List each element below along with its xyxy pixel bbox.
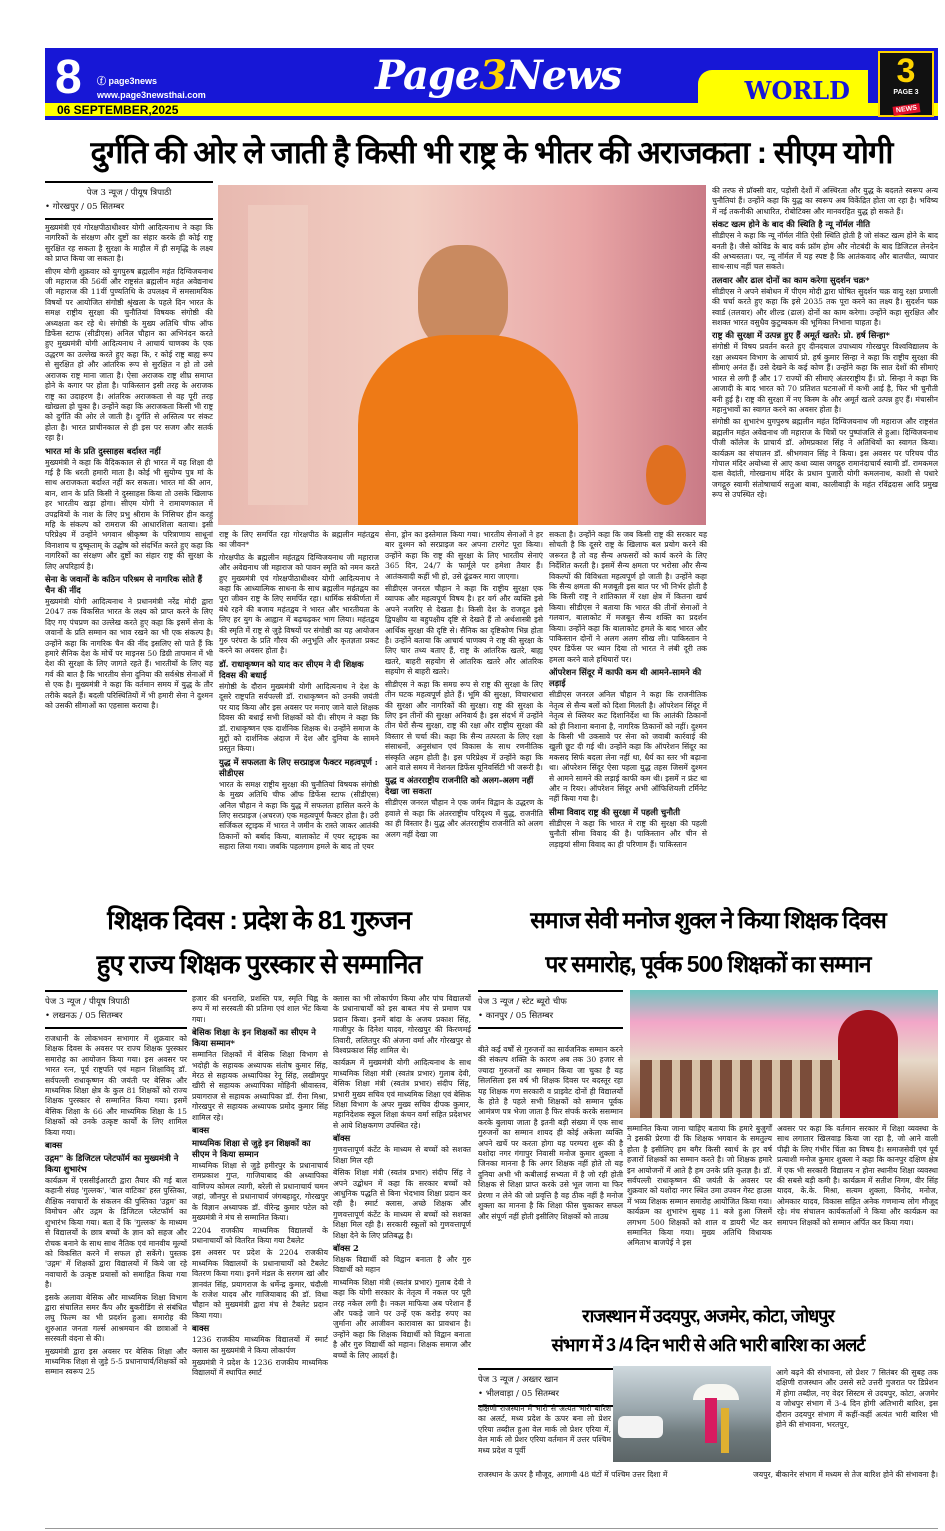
subheading: बाक्स [192, 1125, 210, 1136]
paragraph: इसके अलावा बेसिक और माध्यमिक शिक्षा विभाग द्वारा संचालित समर कैंप और बुकरीडिंग से संबंधित लघु फिल्म का भी प्रदर्शन हुआ। समारोह की शुरुआत जनता गर्ल्स आश्रमयान की छात्राओं ने सरस्वती वंदना से की। [45, 1292, 187, 1344]
bullet-icon: • [45, 202, 53, 212]
paragraph: माध्यमिक शिक्षा से जुड़े हमीरपुर के प्रधानाचार्य रामप्रकाश गुप्त, गाजियाबाद की अध्यापिका वाणिज्य कोमल त्यागी, बरेली से प्रधानाचार्य चमन जहां, जौनपुर से प्रधानाचार्य जंगबहादुर, गोरखपुर के विज्ञान अध्यापक डॉ. वीरेन्द्र कुमार पटेल को मुख्यमंत्री ने मंच से सम्मानित किया। [192, 1161, 328, 1223]
paragraph: राजधानी के लोकभवन सभागार में शुक्रवार को शिक्षक दिवस के अवसर पर राज्य शिक्षक पुरस्कार समारोह का आयोजन किया गया। इस अवसर पर भारत रत्न, पूर्व राष्ट्रपति एवं महान शिक्षाविद् डॉ. सर्वपल्ली राधाकृष्णन की जयंती पर बेसिक और माध्यमिक शिक्षा क्षेत्र के कुल 81 शिक्षकों को राज्य शिक्षक पुरस्कार से सम्मानित किया गया। इसमें बेसिक शिक्षा के 66 और माध्यमिक शिक्षा के 15 शिक्षकों को उनके उत्कृष्ट कार्यों के लिए शामिल किया गया। [45, 1034, 187, 1137]
paragraph: मुख्यमंत्री एवं गोरक्षपीठाधीश्वर योगी आदित्यनाथ ने कहा कि नागरिकों के संरक्षण और दुष्टों का संहार करके ही कोई राष्ट्र सुरक्षित रह सकता है सुरक्षा के माहौल में ही समृद्धि के लक्ष्य को प्राप्त किया जा सकता है। [45, 223, 213, 264]
byline: पेज 3 न्यूज / पीयूष त्रिपाठी [45, 997, 130, 1007]
story2-byline [45, 990, 187, 1029]
facebook-handle[interactable]: page3news [108, 76, 158, 86]
dateline: भीलवाड़ा / 05 सितम्बर [485, 1389, 560, 1399]
story2-headline: शिक्षक दिवस : प्रदेश के 81 गुरुजन हुए राज्य शिक्षक पुरस्कार से सम्मानित [96, 905, 422, 979]
story3-column-1 [478, 1045, 623, 1224]
story1-column-b [385, 530, 543, 842]
story2-column-2 [192, 994, 328, 1381]
paragraph: क्लास का भी लोकार्पण किया और पांच विद्यालयों के प्रधानाचार्यों को इस बाबत मंच से प्रमाण पत्र प्रदान किया। इनमें बांदा के अजय प्रकाश सिंह, गाजीपुर के दिनेश यादव, गोरखपुर की किरणमई तिवारी, ललितपुर की अंजना वर्मा और गोरखपुर से विश्वप्रकाश सिंह शामिल थे। [333, 994, 471, 1056]
story1-column-c [549, 530, 707, 852]
masthead [45, 48, 938, 120]
paragraph: मुख्यमंत्री ने कहा कि वैदिककाल से ही भारत में यह शिक्षा दी गई है कि धरती हमारी माता है। कोई भी सुयोग्य पुत्र मां के साथ अराजकता बर्दाश्त नहीं कर सकता। भारत मां की आन, बान, शान के प्रति किसी ने दुस्साहस किया तो उसके खिलाफ हर भारतीय खड़ा होगा। सीएम योगी ने रामायणकाल में उपद्रवियों के नाश के लिए प्रभु श्रीराम के निसिचर हीन करहुं महि के संकल्प को रामराज की आधारशिला बताया। इसी परिप्रेक्ष्य में उन्होंने भगवान श्रीकृष्ण के परित्राणाय साधूनां विनाशाय च दुष्कृताम् के उद्घोष को संदर्भित करते हुए कहा कि नागरिकों का संरक्षण और दुष्टों का संहार राष्ट्र की सुरक्षा के लिए अपरिहार्य है। [45, 457, 213, 571]
paragraph: संगोष्ठी का शुभारंभ युगपुरुष ब्रह्मलीन महंत दिग्विजयनाथ जी महाराज और राष्ट्रसंत ब्रह्मलीन महंत अवेद्यनाथ जी महाराज के चित्रों पर पुष्पांजलि से हुआ। दिग्विजयनाथ पीजी कॉलेज के प्राचार्य डॉ. ओमप्रकाश सिंह ने अतिथियों का स्वागत किया। कार्यक्रम का संचालन डॉ. श्रीभगवान सिंह ने किया। इस अवसर पर परिचय पीठ गोपाल मंदिर अयोध्या से आए कथा व्यास जगद्गुरु रामानंदाचार्य स्वामी डॉ. रामकमल दास वेदांती, गोरखनाथ मंदिर के प्रधान पुजारी योगी कमलनाथ, काशी से पधारे जगद्गुरु स्वामी संतोषाचार्य सतुआ बाबा, कालीबाड़ी के महंत रविंद्रदास आदि प्रमुख रूप से उपस्थित रहे। [712, 417, 938, 500]
subheading: सीमा विवाद राष्ट्र की सुरक्षा में पहली चुनौती [549, 806, 681, 817]
paragraph: संगोष्ठी में विषय प्रवर्तन करते हुए दीनदयाल उपाध्याय गोरखपुर विश्वविद्यालय के रक्षा अध्ययन विभाग के आचार्य प्रो. हर्ष कुमार सिन्हा ने कहा कि राष्ट्रीय सुरक्षा की सीमाएं अनंत हैं। उसे देखने के कई कोण हैं। उन्होंने कहा कि सात देशों की सीमाएं भारत से लगी हैं और 17 राज्यों की सीमाएं अंतरराष्ट्रीय हैं। प्रो. सिन्हा ने कहा कि आजादी के बाद भारत को 70 प्रतिशत घटनाओं में कभी आई है, फिर भी चुनौती बनी हुई है। राष्ट्र की सुरक्षा में नए किस्म के और अमूर्त खतरे उत्पन्न हुए हैं। मंचासीन महानुभावों का स्वागत करने का अवसर होता है। [712, 342, 938, 414]
paragraph: सम्मानित शिक्षकों में बेसिक शिक्षा विभाग से भदोही के सहायक अध्यापक संतोष कुमार सिंह, मेरठ से सहायक अध्यापिका रेनू सिंह, लखीमपुर खीरी से सहायक अध्यापिका मोहिनी श्रीवास्तव, प्रयागराज से सहायक अध्यापिका डॉ. रीना मिश्रा, गोरखपुर से सहायक अध्यापक प्रमोद कुमार सिंह शामिल रहे। [192, 1050, 328, 1122]
paragraph: हजार की धनराशि, प्रशस्ति पत्र, स्मृति चिह्न के रूप में मां सरस्वती की प्रतिमा एवं शाल भेंट किया गया। [192, 994, 328, 1024]
page3-badge-logo: 3 PAGE 3 NEWS [878, 51, 934, 117]
bullet-icon: • [478, 1389, 486, 1399]
paragraph: अवसर पर कहा कि वर्तमान सरकार में शिक्षा व्यवस्था के साथ लगातार खिलवाड़ किया जा रहा है, जो आने वाली पीढ़ी के लिए गंभीर चिंता का विषय है। समाजसेवी एवं पूर्व प्रत्याशी मनोज कुमार शुक्ला ने कहा कि कानपुर दक्षिण क्षेत्र में एक भी सरकारी विद्यालय न होना स्थानीय शिक्षा व्यवस्था की सबसे बड़ी कमी है। कार्यक्रम में सतीश निगम, वीर सिंह यादव, के.के. मिश्रा, सत्यम शुक्ला, विनोद, मनोज, ओमकार यादव, विकास सहित अनेक गणमान्य लोग मौजूद रहे। मंच संचालन कार्यकर्ताओं ने किया और कार्यक्रम का समापन शिक्षकों को सम्मान अर्पित कर किया गया। [777, 1124, 938, 1227]
paragraph: भारत के समक्ष राष्ट्रीय सुरक्षा की चुनौतियां विषयक संगोष्ठी के मुख्य अतिथि चीफ ऑफ डिफेंस स्टाफ (सीडीएस) अनिल चौहान ने कहा कि युद्ध में सफलता हासिल करने के लिए सरप्राइज (अचरज) एक महत्वपूर्ण फैक्टर होता है। उरी सर्जिकल स्ट्राइक में भारत ने जमीन के रास्ते जाकर आतंकी ठिकानों को बर्बाद किया, बालाकोट में एयर स्ट्राइक का सहारा लिया गया। जबकि पहलगाम हमले के बाद तो एयर [219, 779, 379, 852]
dateline: गोरखपुर / 05 सितम्बर [52, 202, 125, 212]
story3-byline [478, 990, 623, 1029]
newspaper-logo: Page3News [375, 52, 622, 99]
bullet-icon: • [478, 1011, 486, 1021]
cm-yogi-photo [218, 185, 706, 525]
story1-column-left [45, 223, 213, 713]
page-bottom-rule [45, 1528, 938, 1529]
story2-column-3 [333, 994, 471, 1363]
subheading: बॉक्स [333, 1133, 351, 1144]
byline: पेज 3 न्यूज / स्टेट ब्यूरो चीफ [478, 997, 567, 1007]
paragraph: माध्यमिक शिक्षा मंत्री (स्वतंत्र प्रभार) गुलाब देवी ने कहा कि योगी सरकार के नेतृत्व में नकल पर पूरी तरह नकेल लगी है। नकल माफिया अब परेशान हैं और पकड़े जाने पर उन्हें एक करोड़ रुपए का जुर्माना और आजीवन कारावास का प्रावधान है। उन्होंने कहा कि शिक्षक विद्यार्थी को विद्वान बनाता है और गुरु विद्यार्थी को महान। शिक्षक समाज और बच्चों के लिए आदर्श है। [333, 1277, 471, 1360]
paragraph: शिक्षक विद्यार्थी को विद्वान बनाता है और गुरु विद्यार्थी को महान [333, 1254, 471, 1275]
dateline: कानपुर / 05 सितम्बर [485, 1011, 554, 1021]
byline: पेज 3 न्यूज / पीयूष त्रिपाठी [86, 188, 172, 198]
story1-column-right [712, 186, 938, 503]
paragraph: 1236 राजकीय माध्यमिक विद्यालयों में स्मार्ट क्लास का मुख्यमंत्री ने किया लोकार्पण [192, 1335, 328, 1355]
facebook-icon: ⓕ [97, 76, 109, 86]
paragraph: की तरफ से प्रॉक्सी वार, पड़ोसी देशों में अस्थिरता और युद्ध के बदलते स्वरूप अन्य चुनौतियां हैं। उन्होंने कहा कि युद्ध का स्वरूप अब विकेंद्रित होता जा रहा है। भविष्य में नई तकनीकी आधारित, रोबोटिक्स और मानवरहित युद्ध हो सकते हैं। [712, 186, 938, 216]
paragraph: सम्मानित किया जाना चाहिए बताया कि हमारे बुजुर्गों ने इसकी प्रेरणा दी कि शिक्षक भगवान के समतुल्य होता है इसीलिए हम बगैर किसी स्वार्थ के हर वर्ष हजारों शिक्षकों का सम्मान करते है। जो शिक्षक हमारे इन आयोजनों में आते है हम उनके प्रति कृतज्ञ है। डॉ. सर्वपल्ली राधाकृष्णन की जयंती के अवसर पर शुक्रवार को यशोदा नगर स्थित उमा उपवन गेस्ट हाउस में भव्य शिक्षक सम्मान समारोह आयोजित किया गया। कार्यक्रम का शुभारंभ सुबह 11 बजे हुआ जिसमें लगभग 500 शिक्षकों को शाल व डायरी भेंट कर सम्मानित किया गया। मुख्य अतिथि विधायक अमिताभ बाजपेई ने इस [627, 1124, 772, 1248]
teachers-event-photo [630, 990, 938, 1118]
paragraph: मुख्यमंत्री द्वारा इस अवसर पर बेसिक शिक्षा और माध्यमिक शिक्षा से जुड़े 5-5 प्रधानाचार्य/शिक्षकों को सम्मान स्वरूप 25 [45, 1346, 187, 1377]
byline: पेज 3 न्यूज / अख्तर खान [478, 1375, 559, 1385]
paragraph: सीडीएस ने कहा कि भारत मे राष्ट्र की सुरक्षा की पहली चुनौती सीमा विवाद की है। पाकिस्तान और चीन से लड़ाइयां सीमा विवाद का ही परिणाम हैं। पाकिस्तान [549, 818, 707, 849]
story3-column-2 [627, 1124, 772, 1251]
paragraph: सीडीएस ने कहा कि समग्र रूप से राष्ट्र की सुरक्षा के लिए तीन घटक महत्वपूर्ण होते हैं। भूमि की सुरक्षा, विचारधारा की सुरक्षा और नागरिकों की सुरक्षा। राष्ट्र की सुरक्षा के लिए इन तीनों की सुरक्षा अनिवार्य है। इस संदर्भ में उन्होंने तीन घेरों सैन्य सुरक्षा, राष्ट्र की रक्षा और राष्ट्रीय सुरक्षा की विस्तार से चर्चा की। कहा कि सैन्य तत्परता के लिए रक्षा संसाधनों, अनुसंधान एवं विकास के साथ रणनीतिक संस्कृति अहम होती है। इस परिप्रेक्ष्य में उन्होंने कहा कि आने वाले समय में नेशनल डिफेंस यूनिवर्सिटी भी जरूरी है। [385, 679, 543, 772]
story4-bottom-left: राजस्थान के ऊपर है मौजूद, आगामी 48 घंटों में पश्चिम उत्तर दिशा में [478, 1470, 668, 1479]
social-links [97, 74, 206, 102]
paragraph: संगोष्ठी के दौरान मुख्यमंत्री योगी आदित्यनाथ ने देश के दूसरे राष्ट्रपति सर्वपल्ली डॉ. राधाकृष्णन को उनकी जयंती पर याद किया और इस अवसर पर मनाए जाने वाले शिक्षक दिवस की बधाई सभी शिक्षकों को दी। सीएम ने कहा कि डॉ. राधाकृष्णन एक दार्शनिक शिक्षक थे। उन्होंने समाज के मुद्दों को दार्शनिक अंदाज में देश और दुनिया के सामने प्रस्तुत किया। [219, 681, 379, 754]
paragraph: मुख्यमंत्री योगी आदित्यनाथ ने प्रधानमंत्री नरेंद्र मोदी द्वारा 2047 तक विकसित भारत के लक्ष्य को प्राप्त करने के लिए दिए गए पंचप्रण का उल्लेख करते हुए कहा कि इसमें सेना के जवानों के प्रति सम्मान का भाव रखने का भी एक संकल्प है। उन्होंने कहा कि नागरिक चैन की नींद इसलिए सो पाते हैं कि हमारे सैनिक देश के मोर्चे पर माइनस 50 डिग्री तापमान में भी देश की सुरक्षा के लिए जागते रहते हैं। भारतीयों के लिए यह गर्व की बात है कि भारतीय सेना दुनिया की सर्वश्रेष्ठ सेनाओं में से एक है। मुख्यमंत्री ने कहा कि वर्तमान समय में युद्ध के तौर तरीके बदले हैं। बदली परिस्थितियों में भी हमारी सेना ने दुश्मन को उसकी सीमाओं का एहसास कराया है। [45, 597, 213, 711]
story1-byline [45, 181, 213, 220]
story1-column-a [219, 530, 379, 855]
subheading: सेना के जवानों के कठिन परिश्रम से नागरिक सोते हैं चैन की नींद [45, 574, 203, 595]
page-number: 8 [55, 51, 82, 104]
story4-left-text: दक्षिणी राजस्थान में भारी से अत्यंत भारी बारिश का अलर्ट, मध्य प्रदेश के ऊपर बना लो प्रेशर एरिया तब्दील हुआ वेल मार्क लो प्रेशर एरिया में, वेल मार्क लो प्रेशर एरिया वर्तमान में उत्तर पश्चिम मध्य प्रदेश व पूर्वी [478, 1404, 611, 1455]
paragraph: 2204 राजकीय माध्यमिक विद्यालयों के प्रधानाचार्यों को वितरित किया गया टैबलेट [192, 1225, 328, 1245]
paragraph: गोरक्षपीठ के ब्रह्मलीन महंतद्वय दिग्विजयनाथ जी महाराज और अवेद्यनाथ जी महाराज को पावन स्मृति को नमन करते हुए मुख्यमंत्री एवं गोरक्षपीठाधीश्वर योगी आदित्यनाथ ने कहा कि आध्यात्मिक साधना के साथ ब्रह्मलीन महंतद्वय का पूरा जीवन राष्ट्र के लिए समर्पित रहा। धार्मिक संकीर्णता में बंधे रहने की बजाय महंतद्वय ने भारत और भारतीयता के लिए हर युग के आह्वान में बढ़चढ़कर भाग लिया। महंतद्वय की स्मृति में राष्ट्र से जुड़े विषयों पर संगोष्ठी का यह आयोजन गुरु परंपरा के प्रति गौरव की अनुभूति और कृतज्ञता प्रकट करने का अवसर होता है। [219, 552, 379, 656]
paragraph: मुख्यमंत्री ने प्रदेश के 1236 राजकीय माध्यमिक विद्यालयों में स्थापित स्मार्ट [192, 1357, 328, 1378]
paragraph: सीडीएस जनरल चौहान ने एक जर्मन विद्वान के उद्धरण के हवाले से कहा कि अंतरराष्ट्रीय परिदृश्य में युद्ध, राजनीति का ही विस्तार है। युद्ध और अंतरराष्ट्रीय राजनीति को अलग अलग नहीं देखा जा [385, 798, 543, 839]
subheading: संकट खत्म होने के बाद की स्थिति है न्यू नॉर्मल नीति [712, 219, 870, 230]
subheading: बाक्स [192, 1323, 210, 1334]
paragraph: सीडीएस ने कहा कि न्यू नॉर्मल नीति ऐसी स्थिति होती है जो संकट खत्म होने के बाद बनती है। जैसे कोविड के बाद वर्क फ्रॉम होम और नोटबंदी के बाद डिजिटल लेनदेन की अभ्यस्तता। पर, न्यू नॉर्मल में यह स्पष्ट है कि आतंकवाद और बातचीत, व्यापार साथ-साथ नहीं चल सकते। [712, 231, 938, 272]
paragraph: सीडीएस जनरल अनिल चौहान ने कहा कि राजनीतिक नेतृत्व से सैन्य बलों को दिशा मिलती है। ऑपरेशन सिंदूर में नेतृत्व से क्लियर कट दिशानिर्देश था कि आतंकी ठिकानों को ही निशाना बनाना है, नागरिक ठिकानों को नहीं। दुश्मन के किसी भी उकसावे पर सेना को जवाबी कार्रवाई की खुली छूट दी गई थी। उन्होंने कहा कि ऑपरेशन सिंदूर का मकसद सिर्फ बदला लेना नहीं था, धैर्य का स्तर भी बढ़ाना था। ऑपरेशन सिंदूर ऐसा पहला युद्ध तहस जिसमें दुश्मन से आमने सामने की लड़ाई काफी कम थी। इसमें न फ्रंट था और न रियर। ऑपरेशन सिंदूर अभी ऑफिशियली टर्मिनेट नहीं किया गया है। [549, 690, 707, 804]
paragraph: इस अवसर पर प्रदेश के 2204 राजकीय माध्यमिक विद्यालयों के प्रधानाचार्यों को टैबलेट वितरण किया गया। इनमें मंडल के सरगम खां और ज्ञानवंत सिंह, प्रयागराज के धर्मेन्द्र कुमार, चंदौली के राजेश यादव और गाजियाबाद की डॉ. विधा चौहान को मुख्यमंत्री द्वारा मंच से टैबलेट प्रदान किया गया। [192, 1248, 328, 1320]
paragraph: बीते कई वर्षों से गुरुजनों का सार्वजनिक सम्मान करने की संकल्प शक्ति के कारण अब तक 30 हजार से ज्यादा गुरुजनों का सम्मान किया जा चुका है यह सिलसिला इस वर्ष भी शिक्षक दिवस पर बदस्तूर रहा यह शिक्षक गण सरकारी व प्राइवेट दोनों ही विद्यालयों के होते है पहले सभी शिक्षकों को सम्मान पूर्वक आमंत्रण पत्र भेजा जाता है फिर संपर्क करके ससम्मान करके बुलाया जाता है इतनी बड़ी संख्या में एक साथ गुरुजनों का सम्मान शायद ही कोई अकेला व्यक्ति अपने खर्चे पर करता होगा यह परम्परा शुरू की है यशोदा नगर गंगापुर निवासी मनोज कुमार शुक्ला ने जिनका मानना है कि अगर शिक्षक नहीं होते तो यह दुनिया अभी भी कबीलाई सभ्यता में है जो रही होती शिक्षक से शिक्षा प्राप्त करके उसे भूल जाना या फिर प्रेरणा न लेने की जो प्रवृत्ति है वह ठीक नहीं है मनोज शुक्ला का मानना है कि शिक्षा फीस चुकाकर सफल और संपूर्ण नहीं होती इसीलिए शिक्षकों को ताउम्र [478, 1045, 623, 1221]
main-headline: दुर्गति की ओर ले जाती है किसी भी राष्ट्र के भीतर की अराजकता : सीएम योगी [90, 135, 893, 170]
subheading: डॉ. राधाकृष्णन को याद कर सीएम ने दी शिक्षक दिवस की बधाई [219, 658, 364, 680]
issue-date: 06 SEPTEMBER,2025 [57, 103, 179, 117]
rain-street-photo [613, 1366, 771, 1462]
paragraph: सीडीएस जनरल चौहान ने कहा कि राष्ट्रीय सुरक्षा एक व्यापक और महत्वपूर्ण विषय है। हर वर्ग और व्यक्ति इसे अपने नजरिए से देखता है। किसी देश के राजदूत इसे द्विपक्षीय या बहुपक्षीय दृष्टि से देखते हैं तो अर्थशास्त्री इसे आर्थिक सुरक्षा की दृष्टि से। सैनिक का दृष्टिकोण भिन्न होता है। उन्होंने बताया कि आचार्य चाणक्य ने राष्ट्र की सुरक्षा के लिए चार तथ्य बताए हैं, राष्ट्र के आंतरिक खतरे, बाह्य खतरे, बाहरी सहयोग से आंतरिक खतरे और आंतरिक सहयोग से बाहरी खतरे। [385, 584, 543, 677]
paragraph: गुणवत्तापूर्ण कंटेंट के माध्यम से बच्चों को सशक्त शिक्षा मिल रही [333, 1145, 471, 1165]
section-label: WORLD [744, 76, 850, 105]
subheading: उद्गम" के डिजिटल प्लेटफॉर्म का मुख्यमंत्री ने किया शुभारंभ [45, 1153, 179, 1175]
dateline: लखनऊ / 05 सितम्बर [52, 1011, 123, 1021]
subheading: ऑपरेशन सिंदूर में काफी कम थी आमने-सामने की लड़ाई [549, 667, 702, 689]
subheading: युद्ध व अंतरराष्ट्रीय राजनीति को अलग-अलग नहीं देखा जा सकता [385, 775, 534, 797]
paragraph: सकता है। उन्होंने कहा कि जब किसी राष्ट्र की सरकार यह सोचती है कि दूसरे राष्ट्र के खिलाफ बल प्रयोग करने की जरूरत है तो वह सैन्य अफसरों को कार्य करने के लिए निर्देशित करती है। इसमें सैन्य क्षमता पर भरोसा और सैन्य विकल्पों की विविधता महत्वपूर्ण हो जाती है। उन्होंने कहा कि सैन्य क्षमता की मजबूती इस बात पर भी निर्भर होती है कि किसी राष्ट्र ने शांतिकाल में रक्षा क्षेत्र में कितना खर्च किया। सीडीएस ने बताया कि भारत की तीनों सेनाओं ने गलवान, बालाकोट में मजबूत सैन्य शक्ति का प्रदर्शन किया। उन्होंने कहा कि बालाकोट हमले के बाद भारत और पाकिस्तान दोनों ने अलग अलग सीख ली। पाकिस्तान ने एयर डिफेंस पर ध्यान दिया तो भारत ने लंबी दूरी तक हमला करने वाले हथियारों पर। [549, 530, 707, 664]
subheading: तलवार और ढाल दोनों का काम करेगा सुदर्शन चक्र* [712, 274, 870, 285]
story3-headline: समाज सेवी मनोज शुक्ल ने किया शिक्षक दिवस पर समारोह, पूर्वक 500 शिक्षकों का सम्मान [530, 907, 886, 977]
story4-headline: राजस्थान में उदयपुर, अजमेर, कोटा, जोधपुर संभाग में 3 /4 दिन भारी से अति भारी बारिश का अलर्ट [551, 1306, 865, 1355]
website-link[interactable]: www.page3newsthai.com [97, 90, 206, 100]
story4-right-text: आगे बढ़ने की संभावना, लो प्रेशर 7 सितंबर की सुबह तक दक्षिणी राजस्थान और उससे सटे उत्तरी गुजरात पर डिप्रेशन में होगा तब्दील, नए वेदर सिस्टम से उदयपुर, कोटा, अजमेर व जोधपुर संभाग में 3-4 दिन होगी अतिभारी बारिश, इस दौरान उदयपुर संभाग में कहीं-कहीं अत्यंत भारी बारिश भी होने की संभावना, भरतपुर, [776, 1368, 938, 1430]
story2-column-1 [45, 1034, 187, 1380]
story4-byline [478, 1368, 613, 1407]
subheading: माध्यमिक शिक्षा से जुड़े इन शिक्षकों का सीएम ने किया सम्मान [192, 1138, 311, 1160]
subheading: भारत मां के प्रति दुस्साहस बर्दाश्त नहीं [45, 445, 161, 456]
subheading: राष्ट्र की सुरक्षा में उत्पन्न हुए हैं अमूर्त खतरे: प्रो. हर्ष सिन्हा* [712, 330, 890, 341]
paragraph: सीडीएस ने अपने संबोधन में पीएम मोदी द्वारा घोषित सुदर्शन चक्र वायु रक्षा प्रणाली की चर्चा करते हुए कहा कि इसे 2035 तक पूरा करने का लक्ष्य है। सुदर्शन चक्र स्वार्ड (तलवार) और शील्ड (ढाल) दोनों का काम करेगा। उन्होंने कहा सुरक्षित और सशक्त भारत वसुधैव कुटुम्बकम की भूमिका निभाना चाहता है। [712, 286, 938, 328]
paragraph: राष्ट्र के लिए समर्पित रहा गोरक्षपीठ के ब्रह्मलीन महंतद्वय का जीवन* [219, 530, 379, 550]
subheading: बाक्स [45, 1140, 63, 1151]
subheading: बेसिक शिक्षा के इन शिक्षकों का सीएम ने किया सम्मान* [192, 1027, 316, 1049]
paragraph: सीएम योगी शुक्रवार को युगपुरुष ब्रह्मलीन महंत दिग्विजयनाथ जी महाराज की 56वीं और राष्ट्रसंत ब्रह्मलीन महंत अवेद्यनाथ जी महाराज की 11वीं पुण्यतिथि के उपलक्ष्य में समसामयिक विषयों पर आयोजित संगोष्ठी श्रृंखला के पहले दिन भारत के समक्ष राष्ट्रीय सुरक्षा की चुनौतियां विषयक संगोष्ठी की अध्यक्षता कर रहे थे। संगोष्ठी के मुख्य अतिथि चीफ ऑफ डिफेंस स्टाफ (सीडीएस) अनिल चौहान का अभिनंदन करते हुए मुख्यमंत्री योगी आदित्यनाथ ने आचार्य चाणक्य के एक उद्धरण का उल्लेख करते हुए कहा कि, र कोई राष्ट्र बाह्य रूप से सुरक्षित हो और आंतरिक रूप से सुरक्षित न हो तो उसे अराजक राष्ट्र माना जाता है। ऐसा अराजक राष्ट्र शीघ्र समाप्त होने के कगार पर होता है। पाकिस्तान इसी तरह के अराजक राष्ट्र का उदाहरण है। आंतरिक अराजकता से वह पूरी तरह खोखला हो चुका है। उन्होंने कहा कि अराजकता किसी भी राष्ट्र को दुर्गति की ओर ले जाती है। दुर्गति से अस्तित्व पर संकट होता है। भारत प्राचीनकाल से ही इस पर सजग और सतर्क रहा है। [45, 266, 213, 443]
paragraph: सेना, ड्रोन का इस्तेमाल किया गया। भारतीय सेनाओं ने हर बार दुश्मन को सरप्राइज कर अपना टारगेट पूरा किया। उन्होंने कहा कि राष्ट्र की सुरक्षा के लिए भारतीय सेनाएं 365 दिन, 24/7 के फार्मूले पर हमेशा तैयार हैं। आतंकवादी कहीं भी हो, उसे ढूंढकर मारा जाएगा। [385, 530, 543, 581]
story4-bottom-right: जयपुर, बीकानेर संभाग में मध्यम से तेज बारिश होने की संभावना है। [753, 1470, 938, 1479]
paragraph: कार्यक्रम में एससीईआरटी द्वारा तैयार की गई बाल कहानी संग्रह 'गुल्लक', 'बाल वाटिका' हस्त पुस्तिका, शैक्षिक नवाचारों के संकलन की पुस्तिका 'उद्गम' का विमोचन और उद्गम के डिजिटल प्लेटफॉर्म का शुभारंभ किया गया। बता दें कि 'गुल्लक' के माध्यम से विद्यालयों के छात्र बच्चों के ज्ञान को सहज और रोचक बनाने के साथ साथ नैतिक एवं मानवीय मूल्यों को विकसित करने में सफल हो सकेंगे। पुस्तक 'उद्गम' में शिक्षकों द्वारा विद्यालयों में किये जा रहे नवाचारों के उत्कृष्ट प्रयासों को समाहित किया गया है। [45, 1176, 187, 1290]
bullet-icon: • [45, 1011, 53, 1021]
paragraph: कार्यक्रम में मुख्यमंत्री योगी आदित्यनाथ के साथ माध्यमिक शिक्षा मंत्री (स्वतंत्र प्रभार) गुलाब देवी, बेसिक शिक्षा मंत्री (स्वतंत्र प्रभार) संदीप सिंह, प्रभारी मुख्य सचिव एवं माध्यमिक शिक्षा एवं बेसिक शिक्षा विभाग के अपर मुख्य सचिव दीपक कुमार, महानिदेशक स्कूल शिक्षा कंचन वर्मा सहित प्रदेशभर से आये शिक्षकगण उपस्थित रहे। [333, 1058, 471, 1130]
story3-column-3 [777, 1124, 938, 1230]
subheading: बॉक्स 2 [333, 1242, 359, 1253]
paragraph: बेसिक शिक्षा मंत्री (स्वतंत्र प्रभार) संदीप सिंह ने अपने उद्बोधन में कहा कि सरकार बच्चों को आधुनिक पद्धति से बिना भेदभाव शिक्षा प्रदान कर रही है। स्मार्ट क्लास, अच्छे शिक्षक और गुणवत्तापूर्ण कंटेंट के माध्यम से बच्चों को सशक्त शिक्षा मिल रही है। सरकारी स्कूलों को गुणवत्तापूर्ण शिक्षा देने के लिए प्रतिबद्ध है। [333, 1168, 471, 1240]
subheading: युद्ध में सफलता के लिए सरप्राइज फैक्टर महत्वपूर्ण : सीडीएस [219, 756, 378, 778]
